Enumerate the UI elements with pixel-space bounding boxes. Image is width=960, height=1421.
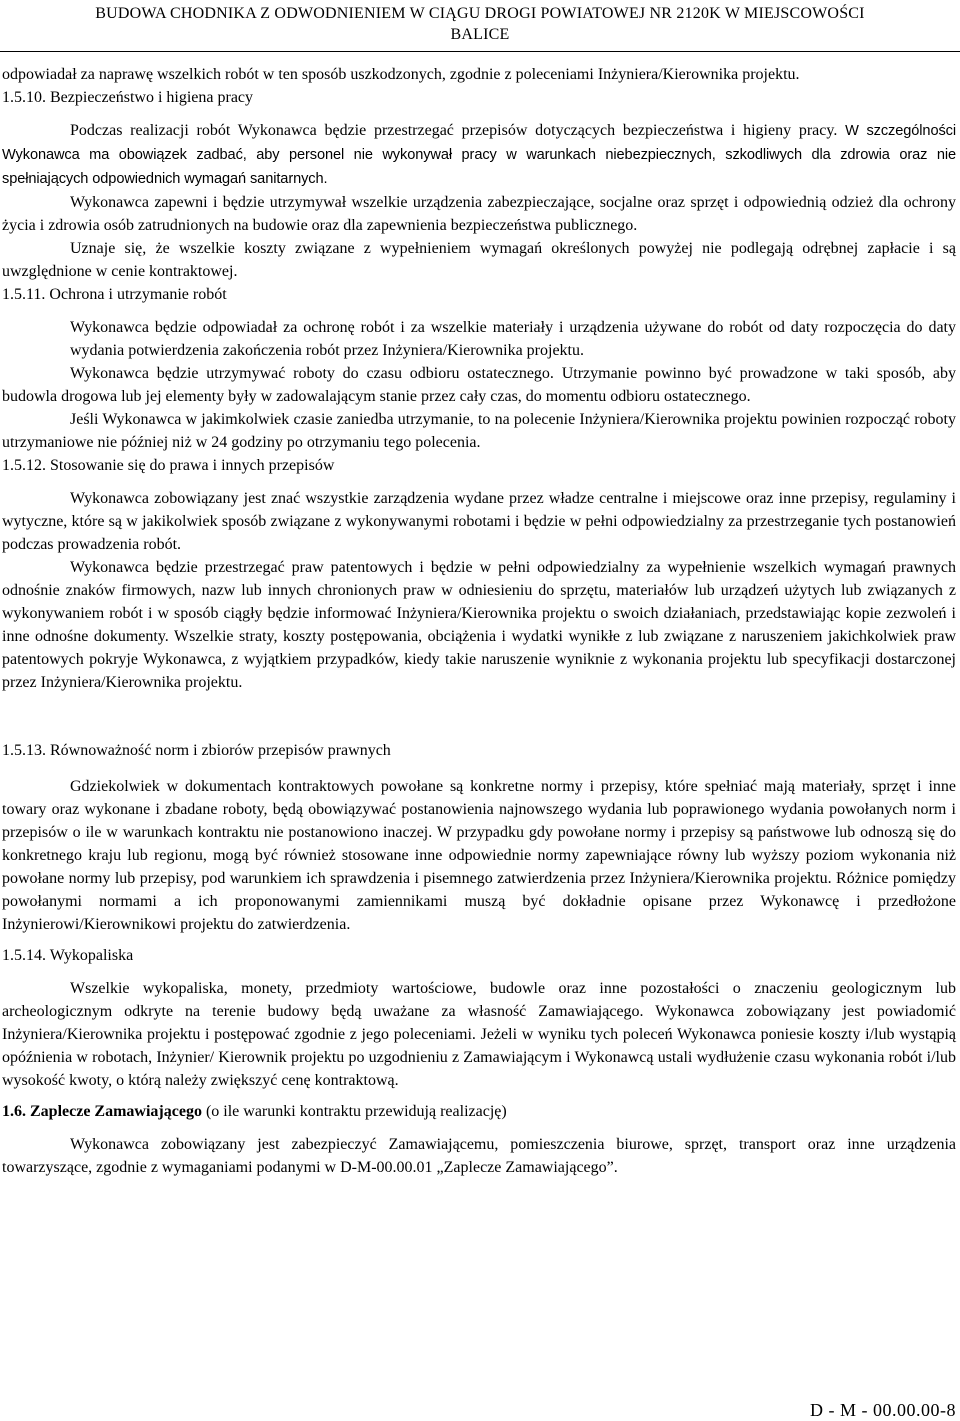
paragraph: Wykonawca będzie przestrzegać praw patentowych i będzie w pełni odpowiedzialny za wypełnienie wszelkich wymagań prawnych odnośnie znaków firmowych, nazw lub innych chronionych praw w odniesieniu do sprzętu, materiałów lub urządzeń użytych lub związanych z wykonywaniem robót i w sposób ciągły będzie informować Inżyniera/Kierownika projektu o swoich działaniach, przedstawiając kopie zezwoleń i inne odnośne dokumenty. Wszelkie straty, koszty postępowania, obciążenia i wydatki wynikłe z lub związane z naruszeniem jakichkolwiek praw patentowych pokryje Wykonawca, z wyjątkiem przypadków, kiedy takie naruszenie wyniknie z wykonania projektu lub specyfikacji dostarczonej przez Inżyniera/Kierownika projektu. (2, 559, 956, 691)
paragraph: Wykonawca będzie utrzymywać roboty do czasu odbioru ostatecznego. Utrzymanie powinno być prowadzone w taki sposób, aby budowla drogowa lub jej elementy były w zadowalającym stanie przez cały czas, do momentu odbioru ostatecznego. (2, 365, 956, 405)
paragraph: Wykonawca będzie odpowiadał za ochronę robót i za wszelkie materiały i urządzenia używane do robót od daty rozpoczęcia do daty wydania potwierdzenia zakończenia robót przez Inżyniera/Kierownika projektu. (70, 319, 956, 359)
section-heading-note: (o ile warunki kontraktu przewidują realizację) (201, 1103, 507, 1120)
header-title-line-2: BALICE (450, 26, 510, 43)
document-body (2, 63, 956, 1179)
paragraph: Wszelkie wykopaliska, monety, przedmioty wartościowe, budowle oraz inne pozostałości o znaczeniu geologicznym lub archeologicznym odkryte na terenie budowy będą uważane za własność Zamawiającego. Wykonawca zobowiązany jest powiadomić Inżyniera/Kierownika projektu i postępować zgodnie z jego poleceniami. Jeżeli w wyniku tych poleceń Wykonawca poniesie koszty i/lub wystąpią opóźnienia w robotach, Inżynier/ Kierownik projektu po uzgodnieniu z Zamawiającym i Wykonawcą ustali wydłużenie czasu wykonania robót i/lub wysokość kwoty, o którą należy zwiększyć cenę kontraktową. (2, 980, 956, 1089)
paragraph: Wykonawca zobowiązany jest zabezpieczyć Zamawiającemu, pomieszczenia biurowe, sprzęt, transport oraz inne urządzenia towarzyszące, zgodnie z wymaganiami podanymi w D-M-00.00.01 „Zaplecze Zamawiającego”. (2, 1136, 956, 1176)
paragraph: Uznaje się, że wszelkie koszty związane z wypełnieniem wymagań określonych powyżej nie podlegają odrębnej zapłacie i są uwzględnione w cenie kontraktowej. (2, 240, 956, 280)
section-heading-1-5-10: 1.5.10. Bezpieczeństwo i higiena pracy (2, 89, 254, 106)
paragraph: Jeśli Wykonawca w jakimkolwiek czasie zaniedba utrzymanie, to na polecenie Inżyniera/Kierownika projektu powinien rozpocząć roboty utrzymaniowe nie później niż w 24 godziny po otrzymaniu tego polecenia. (2, 411, 956, 451)
section-heading-1-6 (2, 1100, 956, 1123)
paragraph: Wykonawca zobowiązany jest znać wszystkie zarządzenia wydane przez władze centralne i miejscowe oraz inne przepisy, regulaminy i wytyczne, które są w jakikolwiek sposób związane z wykonywanymi robotami i będzie w pełni odpowiedzialny za przestrzeganie tych postanowień podczas prowadzenia robót. (2, 490, 956, 553)
paragraph: Gdziekolwiek w dokumentach kontraktowych powołane są konkretne normy i przepisy, które spełniać mają materiały, sprzęt i inne towary oraz wykonane i zbadane roboty, będą obowiązywać postanowienia najnowszego wydania lub poprawionego wydania powołanych norm i przepisów o ile w warunkach kontraktu nie postanowiono inaczej. W przypadku gdy powołane normy i przepisy są państwowe lub odnoszą się do konkretnego kraju lub regionu, mogą być również stosowane inne odpowiednie normy zapewniające równy lub wyższy poziom wykonania niż powołane normy lub przepisy, pod warunkiem ich sprawdzenia i pisemnego zatwierdzenia przez Inżyniera/Kierownika projektu. Różnice pomiędzy powołanymi normami a ich proponowanymi zamiennikami muszą być dokładnie opisane przez Wykonawcę i przedłożone Inżynierowi/Kierownikowi projektu do zatwierdzenia. (2, 778, 956, 933)
paragraph-text: W szczególności Wykonawca ma obowiązek zadbać, aby personel nie wykonywał pracy w warunkach niebezpiecznych, szkodliwych dla zdrowia oraz nie spełniających odpowiednich wymagań sanitarnych. (2, 123, 957, 187)
paragraph-text: Podczas realizacji robót Wykonawca będzie przestrzegać przepisów dotyczących bezpieczeństwa i higieny pracy. (70, 122, 838, 139)
section-heading-1-5-12: 1.5.12. Stosowanie się do prawa i innych przepisów (2, 457, 335, 474)
header-title-line-1: BUDOWA CHODNIKA Z ODWODNIENIEM W CIĄGU DROGI POWIATOWEJ NR 2120K W MIEJSCOWOŚCI (95, 5, 865, 22)
section-heading-1-5-13: 1.5.13. Równoważność norm i zbiorów przepisów prawnych (2, 742, 391, 759)
section-heading-1-5-14: 1.5.14. Wykopaliska (2, 947, 134, 964)
section-heading-bold: 1.6. Zaplecze Zamawiającego (2, 1103, 202, 1120)
section-heading-1-5-11: 1.5.11. Ochrona i utrzymanie robót (2, 286, 227, 303)
intro-paragraph: odpowiadał za naprawę wszelkich robót w ten sposób uszkodzonych, zgodnie z poleceniami Inżyniera/Kierownika projektu. (2, 66, 800, 83)
paragraph (2, 119, 956, 191)
page-number-footer: D - M - 00.00.00-8 (810, 1400, 956, 1420)
page-header (0, 0, 960, 52)
paragraph: Wykonawca zapewni i będzie utrzymywał wszelkie urządzenia zabezpieczające, socjalne oraz sprzęt i odpowiednią odzież dla ochrony życia i zdrowia osób zatrudnionych na budowie oraz dla zapewnienia bezpieczeństwa publicznego. (2, 194, 956, 234)
